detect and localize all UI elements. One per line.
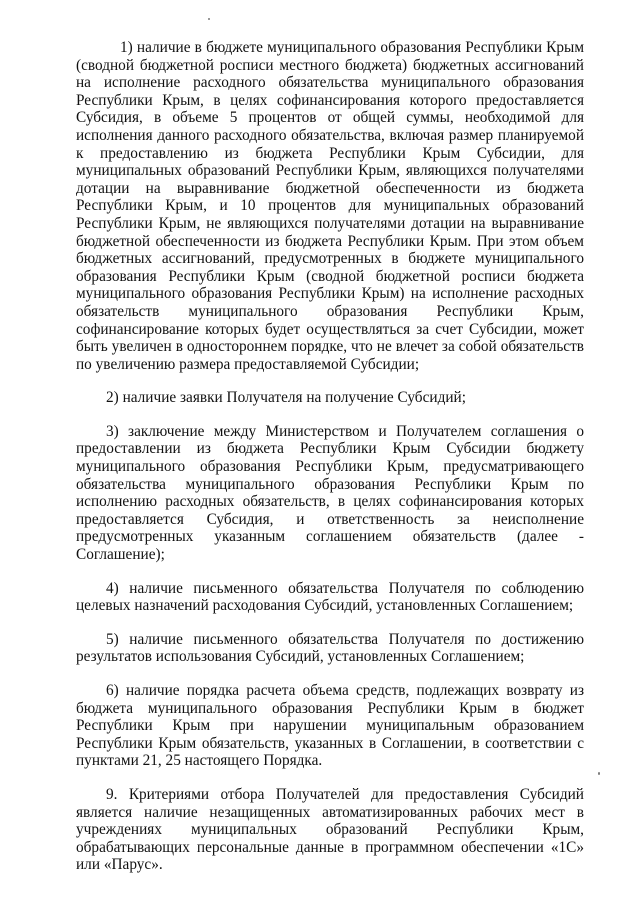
scan-speck [598, 772, 600, 775]
paragraph-condition-3: 3) заключение между Министерством и Получателем соглашения о предоставлении из бюджета Республики Крым Субсидии бюджету муниципального образования Республики Крым, предусматривающего обязательства муниципального образования Республики Крым по исполнению расходных обязательств, в целях софинансирования которых предоставляется Субсидия, и ответственность за неисполнение предусмотренных указанным соглашением обязательств (далее - Соглашение); [76, 422, 584, 564]
scan-speck [208, 18, 210, 20]
paragraph-condition-5: 5) наличие письменного обязательства Получателя по достижению результатов использования Субсидий, установленных Соглашением; [76, 630, 584, 666]
paragraph-condition-1: 1) наличие в бюджете муниципального образования Республики Крым (сводной бюджетной росписи местного бюджета) бюджетных ассигнований на исполнение расходного обязательства муниципального образования Республики Крым, в целях софинансирования которого предоставляется Субсидия, в объеме 5 процентов от общей суммы, необходимой для исполнения данного расходного обязательства, включая размер планируемой к предоставлению из бюджета Республики Крым Субсидии, для муниципальных образований Республики Крым, являющихся получателями дотации на выравнивание бюджетной обеспеченности из бюджета Республики Крым, и 10 процентов для муниципальных образований Республики Крым, не являющихся получателями дотации на выравнивание бюджетной обеспеченности из бюджета Республики Крым. При этом объем бюджетных ассигнований, предусмотренных в бюджете муниципального образования Республики Крым (сводной бюджетной росписи бюджета муниципального образования Республики Крым) на исполнение расходных обязательств муниципального образования Республики Крым, софинансирование которых будет осуществляться за счет Субсидии, может быть увеличен в одностороннем порядке, что не влечет за собой обязательств по увеличению размера предоставляемой Субсидии; [76, 39, 584, 373]
document-page [76, 39, 584, 890]
paragraph-clause-9: 9. Критериями отбора Получателей для предоставления Субсидий является наличие незащищенных автоматизированных рабочих мест в учреждениях муниципальных образований Республики Крым, обрабатывающих персональные данные в программном обеспечении «1С» или «Парус». [76, 785, 584, 874]
paragraph-condition-6: 6) наличие порядка расчета объема средств, подлежащих возврату из бюджета муниципального образования Республики Крым в бюджет Республики Крым при нарушении муниципальным образованием Республики Крым обязательств, указанных в Соглашении, в соответствии с пунктами 21, 25 настоящего Порядка. [76, 682, 584, 770]
paragraph-condition-2: 2) наличие заявки Получателя на получение Субсидий; [106, 389, 466, 407]
paragraph-condition-4: 4) наличие письменного обязательства Получателя по соблюдению целевых назначений расходования Субсидий, установленных Соглашением; [76, 579, 584, 615]
